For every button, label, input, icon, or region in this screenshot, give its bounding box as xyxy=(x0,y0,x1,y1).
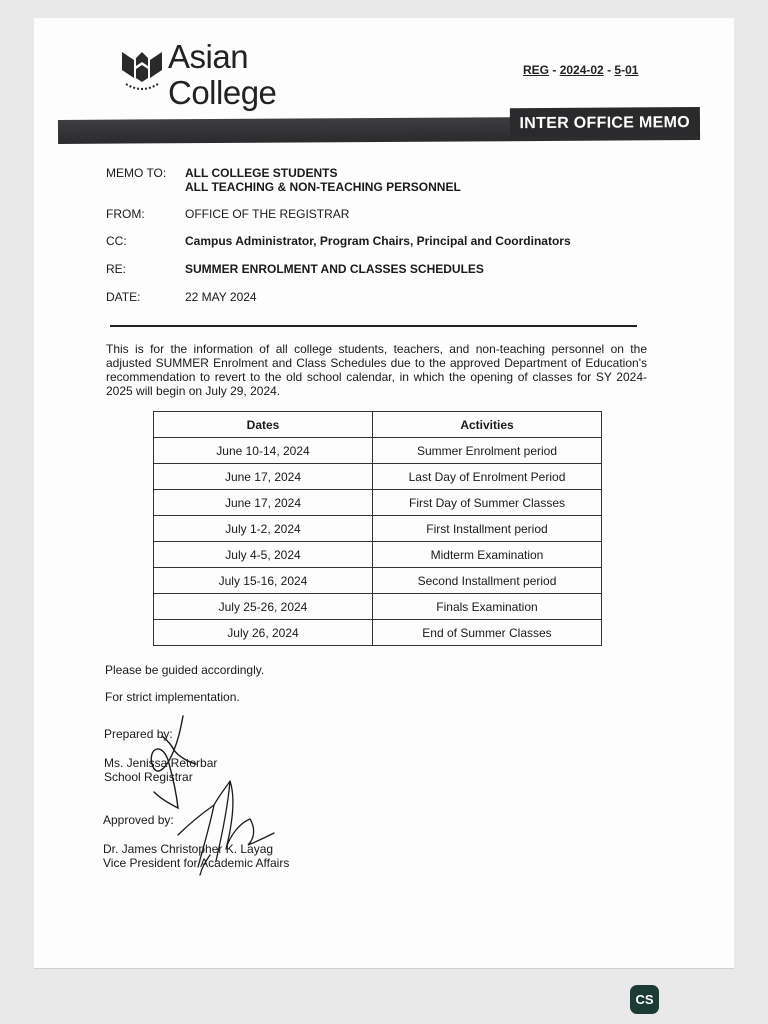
logo-line-college: College xyxy=(168,74,277,111)
row-date: June 17, 2024 xyxy=(154,490,373,516)
table-row xyxy=(154,464,602,490)
prepared-name: Ms. Jenissa Retorbar xyxy=(104,756,218,770)
table-header-row xyxy=(154,412,602,438)
asian-college-logo xyxy=(120,40,290,112)
memo-title-bar xyxy=(58,116,700,144)
guided-text: Please be guided accordingly. xyxy=(105,663,265,677)
approved-name: Dr. James Christopher K. Layag xyxy=(103,842,274,856)
table-row xyxy=(154,594,602,620)
reference-number: REG - 2024-02 - 5-01 xyxy=(523,63,639,77)
ref-part1: 5 xyxy=(614,63,622,77)
strict-text: For strict implementation. xyxy=(105,690,240,704)
row-date: July 4-5, 2024 xyxy=(154,542,373,568)
header-divider xyxy=(110,325,637,327)
row-activity: Finals Examination xyxy=(373,594,602,620)
college-crest-icon xyxy=(120,48,164,94)
date-value: 22 MAY 2024 xyxy=(185,290,257,304)
page-edge xyxy=(34,968,734,969)
re-label: RE: xyxy=(106,262,127,276)
intro-paragraph: This is for the information of all college students, teachers, and non-teaching personnel on the adjusted SUMMER Enrolment and Class Schedules due to the approved Department of Education's recommendation to revert to the old school calendar, in which the opening of classes for SY 2024-2025 will begin on July 29, 2024. xyxy=(106,342,647,398)
row-activity: First Day of Summer Classes xyxy=(373,490,602,516)
approved-title: Vice President for Academic Affairs xyxy=(103,856,290,870)
table-row xyxy=(154,438,602,464)
vp-signature xyxy=(170,775,290,885)
header-activities: Activities xyxy=(373,412,602,438)
header-dates: Dates xyxy=(154,412,373,438)
table-row xyxy=(154,568,602,594)
ref-part2: 01 xyxy=(625,63,639,77)
prepared-title: School Registrar xyxy=(104,770,193,784)
row-activity: First Installment period xyxy=(373,516,602,542)
ref-prefix: REG xyxy=(523,63,550,77)
approved-label: Approved by: xyxy=(103,813,174,827)
row-activity: End of Summer Classes xyxy=(373,620,602,646)
memo-to-line1: ALL COLLEGE STUDENTS xyxy=(185,166,338,180)
from-label: FROM: xyxy=(106,207,145,221)
prepared-label: Prepared by: xyxy=(104,727,173,741)
table-row xyxy=(154,542,602,568)
table-row xyxy=(154,620,602,646)
row-activity: Second Installment period xyxy=(373,568,602,594)
ref-year: 2024-02 xyxy=(559,63,604,77)
memo-title: INTER OFFICE MEMO xyxy=(509,107,700,137)
cc-label: CC: xyxy=(106,234,127,248)
schedule-table xyxy=(153,411,602,646)
date-label: DATE: xyxy=(106,290,141,304)
cc-value: Campus Administrator, Program Chairs, Principal and Coordinators xyxy=(185,234,571,248)
row-date: June 10-14, 2024 xyxy=(154,438,373,464)
memo-to-line2: ALL TEACHING & NON-TEACHING PERSONNEL xyxy=(185,180,461,194)
logo-wordmark xyxy=(168,40,276,112)
from-value: OFFICE OF THE REGISTRAR xyxy=(185,207,350,221)
row-date: July 15-16, 2024 xyxy=(154,568,373,594)
memo-to-label: MEMO TO: xyxy=(106,166,167,180)
logo-line-asian: Asian xyxy=(168,38,249,75)
row-activity: Summer Enrolment period xyxy=(373,438,602,464)
row-activity: Last Day of Enrolment Period xyxy=(373,464,602,490)
row-date: July 1-2, 2024 xyxy=(154,516,373,542)
row-date: July 26, 2024 xyxy=(154,620,373,646)
row-date: July 25-26, 2024 xyxy=(154,594,373,620)
camscanner-badge: CS xyxy=(630,985,659,1014)
row-date: June 17, 2024 xyxy=(154,464,373,490)
row-activity: Midterm Examination xyxy=(373,542,602,568)
table-row xyxy=(154,490,602,516)
table-row xyxy=(154,516,602,542)
re-value: SUMMER ENROLMENT AND CLASSES SCHEDULES xyxy=(185,262,484,276)
